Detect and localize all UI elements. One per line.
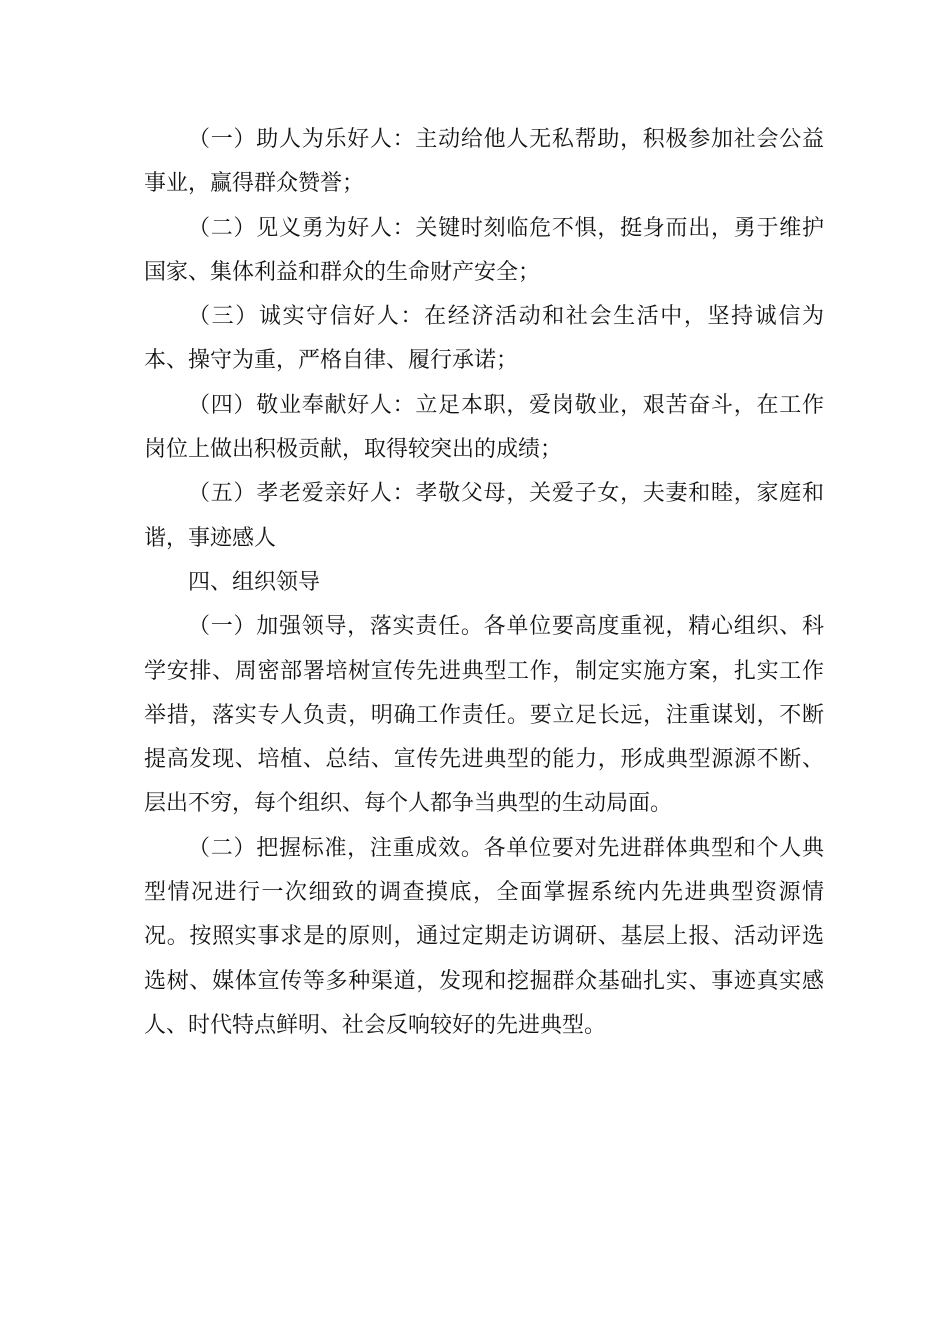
document-body <box>144 118 824 1048</box>
paragraph-leadership: （一）加强领导，落实责任。各单位要高度重视，精心组织、科学安排、周密部署培树宣传先进典型工作，制定实施方案，扎实工作举措，落实专人负责，明确工作责任。要立足长远，注重谋划，不断提高发现、培植、总结、宣传先进典型的能力，形成典型源源不断、层出不穷，每个组织、每个人都争当典型的生动局面。 <box>144 614 824 817</box>
paragraph-criteria-1: （一）助人为乐好人：主动给他人无私帮助，积极参加社会公益事业，赢得群众赞誉； <box>144 127 824 197</box>
section-heading-organization: 四、组织领导 <box>188 569 321 595</box>
paragraph-criteria-4: （四）敬业奉献好人：立足本职，爱岗敬业，艰苦奋斗，在工作岗位上做出积极贡献，取得较突出的成绩； <box>144 392 824 463</box>
paragraph-criteria-2: （二）见义勇为好人：关键时刻临危不惧，挺身而出，勇于维护国家、集体利益和群众的生命财产安全； <box>144 215 824 285</box>
paragraph-criteria-3: （三）诚实守信好人：在经济活动和社会生活中，坚持诚信为本、操守为重，严格自律、履行承诺； <box>144 304 824 374</box>
paragraph-standards: （二）把握标准，注重成效。各单位要对先进群体典型和个人典型情况进行一次细致的调查摸底，全面掌握系统内先进典型资源情况。按照实事求是的原则，通过定期走访调研、基层上报、活动评选选树、媒体宣传等多种渠道，发现和挖掘群众基础扎实、事迹真实感人、时代特点鲜明、社会反响较好的先进典型。 <box>144 835 824 1038</box>
paragraph-criteria-5: （五）孝老爱亲好人：孝敬父母，关爱子女，夫妻和睦，家庭和谐，事迹感人 <box>144 481 824 551</box>
